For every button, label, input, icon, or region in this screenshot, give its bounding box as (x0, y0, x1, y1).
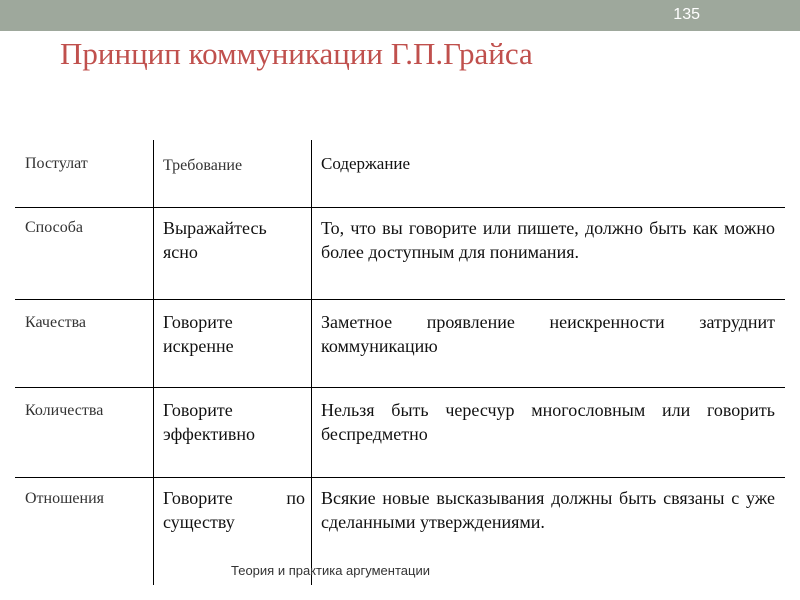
table-row-content: Всякие новые высказывания должны быть связаны с уже сделанными утверждениями. (321, 488, 775, 532)
row-divider (15, 299, 785, 300)
table-row-postulate: Качества (25, 314, 87, 331)
header-requirement: Требование (163, 157, 243, 174)
table-row-requirement: Говорите эффективно (163, 400, 255, 444)
table-row-requirement: Выражайтесь ясно (163, 218, 267, 262)
table-row-content: Нельзя быть чересчур многословным или говорить беспредметно (321, 400, 775, 444)
footer-text: Теория и практика аргументации (231, 563, 430, 578)
table-row-content: Заметное проявление неискренности затруднит коммуникацию (321, 312, 775, 356)
top-bar (0, 0, 800, 31)
slide-title: Принцип коммуникации Г.П.Грайса (60, 36, 533, 71)
postulates-table (15, 140, 785, 585)
table-row-content: То, что вы говорите или пишете, должно быть как можно более доступным для понимания. (321, 218, 775, 262)
row-divider (15, 477, 785, 478)
table-row-postulate: Способа (25, 219, 83, 236)
table-row-requirement: Говорите по существу (163, 488, 305, 532)
row-divider (15, 207, 785, 208)
row-divider (15, 387, 785, 388)
header-content: Содержание (321, 154, 411, 173)
table-row-postulate: Отношения (25, 490, 105, 507)
table-row-postulate: Количества (25, 402, 104, 419)
table-row-requirement: Говорите искренне (163, 312, 234, 356)
header-postulate: Постулат (25, 155, 88, 172)
page-number: 135 (673, 6, 700, 23)
